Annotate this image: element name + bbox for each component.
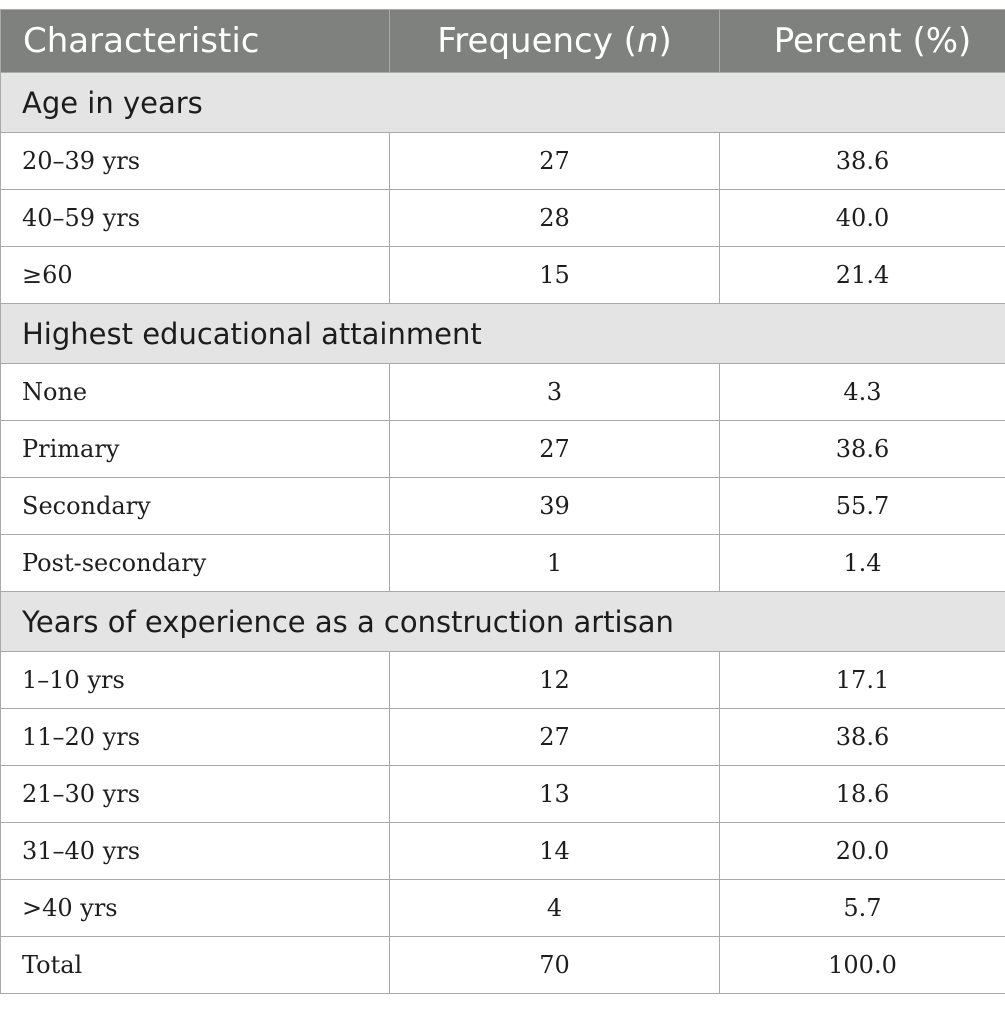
table-row	[1, 247, 1005, 304]
row-percent: 4.3	[720, 364, 1005, 421]
row-percent: 38.6	[720, 421, 1005, 478]
row-label: Post-secondary	[1, 535, 390, 592]
header-frequency	[390, 10, 720, 73]
table-row	[1, 880, 1005, 937]
section-row-education	[1, 304, 1005, 364]
section-row-experience	[1, 592, 1005, 652]
header-frequency-suffix: )	[658, 21, 672, 61]
header-frequency-prefix: Frequency (	[437, 21, 637, 61]
section-title: Years of experience as a construction artisan	[1, 592, 1005, 652]
table-row	[1, 133, 1005, 190]
row-frequency: 28	[390, 190, 720, 247]
row-label: 31–40 yrs	[1, 823, 390, 880]
row-frequency: 27	[390, 133, 720, 190]
row-frequency: 4	[390, 880, 720, 937]
table-row	[1, 709, 1005, 766]
row-percent: 38.6	[720, 133, 1005, 190]
section-title: Age in years	[1, 73, 1005, 133]
row-frequency: 15	[390, 247, 720, 304]
total-frequency: 70	[390, 937, 720, 994]
row-percent: 21.4	[720, 247, 1005, 304]
row-label: 21–30 yrs	[1, 766, 390, 823]
row-frequency: 13	[390, 766, 720, 823]
table-row	[1, 823, 1005, 880]
header-characteristic: Characteristic	[1, 10, 390, 73]
row-label: Secondary	[1, 478, 390, 535]
total-row	[1, 937, 1005, 994]
row-frequency: 39	[390, 478, 720, 535]
header-frequency-n: n	[636, 21, 659, 61]
row-frequency: 12	[390, 652, 720, 709]
row-label: 1–10 yrs	[1, 652, 390, 709]
total-percent: 100.0	[720, 937, 1005, 994]
row-frequency: 27	[390, 709, 720, 766]
table-row	[1, 478, 1005, 535]
row-percent: 17.1	[720, 652, 1005, 709]
row-label: 11–20 yrs	[1, 709, 390, 766]
row-label: ≥60	[1, 247, 390, 304]
row-label: None	[1, 364, 390, 421]
row-percent: 38.6	[720, 709, 1005, 766]
row-label: 40–59 yrs	[1, 190, 390, 247]
header-row	[1, 10, 1005, 73]
table-row	[1, 766, 1005, 823]
characteristics-table	[0, 9, 1005, 994]
row-frequency: 27	[390, 421, 720, 478]
table-row	[1, 652, 1005, 709]
table-row	[1, 421, 1005, 478]
total-label: Total	[1, 937, 390, 994]
row-percent: 55.7	[720, 478, 1005, 535]
row-percent: 5.7	[720, 880, 1005, 937]
row-label: Primary	[1, 421, 390, 478]
row-label: 20–39 yrs	[1, 133, 390, 190]
row-label: >40 yrs	[1, 880, 390, 937]
row-frequency: 14	[390, 823, 720, 880]
table-row	[1, 190, 1005, 247]
table-row	[1, 364, 1005, 421]
header-percent: Percent (%)	[720, 10, 1005, 73]
section-row-age	[1, 73, 1005, 133]
row-percent: 1.4	[720, 535, 1005, 592]
row-percent: 18.6	[720, 766, 1005, 823]
section-title: Highest educational attainment	[1, 304, 1005, 364]
row-frequency: 3	[390, 364, 720, 421]
row-percent: 20.0	[720, 823, 1005, 880]
row-frequency: 1	[390, 535, 720, 592]
row-percent: 40.0	[720, 190, 1005, 247]
table-row	[1, 535, 1005, 592]
